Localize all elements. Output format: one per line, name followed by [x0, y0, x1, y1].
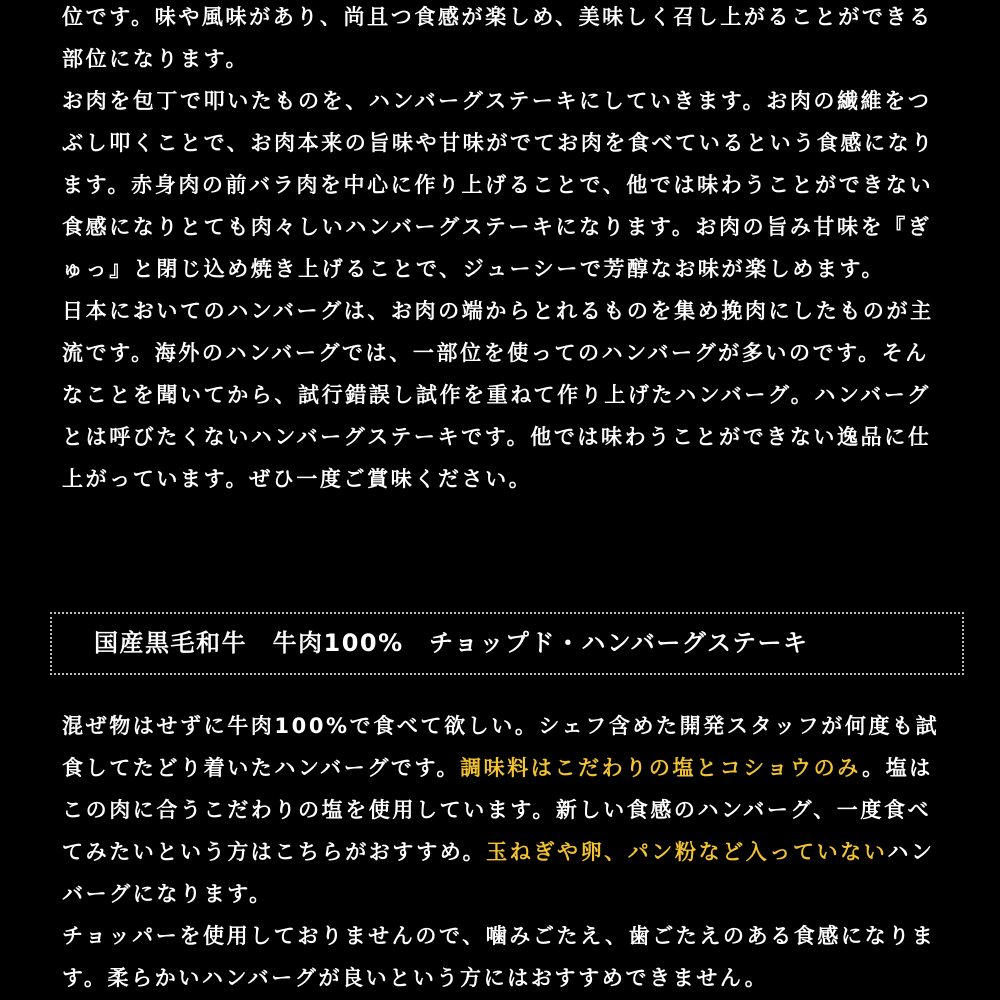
intro-paragraph-1: 位です。味や風味があり、尚且つ食感が楽しめ、美味しく召し上がることができる部位になります。 [62, 5, 933, 71]
intro-text-block [62, 0, 952, 500]
details-text: 混ぜ物はせずに牛肉100%で食べて欲しい。シェフ含めた開発スタッフが何度も試食してたどり着いたハンバーグです。 [62, 714, 940, 780]
details-text: ハンバーグになります。 [62, 840, 935, 906]
details-paragraph-2: チョッパーを使用しておりませんので、噛みごたえ、歯ごたえのある食感になります。柔らかいハンバーグが良いという方にはおすすめできません。 [62, 924, 936, 990]
section-heading-box [50, 612, 964, 675]
intro-paragraph-2: お肉を包丁で叩いたものを、ハンバーグステーキにしていきます。お肉の繊維をつぶし叩くことで、お肉本来の旨味や甘味がでてお肉を食べているという食感になります。赤身肉の前バラ肉を中心に作り上げることで、他では味わうことができない食感になりとても肉々しいハンバーグステーキになります。お肉の旨み甘味を『ぎゅっ』と閉じ込め焼き上げることで、ジューシーで芳醇なお味が楽しめます。 [62, 89, 935, 281]
intro-paragraph-3: 日本においてのハンバーグは、お肉の端からとれるものを集め挽肉にしたものが主流です。海外のハンバーグでは、一部位を使ってのハンバーグが多いのです。そんなことを聞いてから、試行錯誤し試作を重ねて作り上げたハンバーグ。ハンバーグとは呼びたくないハンバーグステーキです。他では味わうことができない逸品に仕上がっています。ぜひ一度ご賞味ください。 [62, 299, 934, 491]
highlight-no-fillers: 玉ねぎや卵、パン粉など入っていない [486, 840, 888, 864]
details-text-block [62, 705, 952, 999]
section-heading: 国産黒毛和牛 牛肉100% チョップド・ハンバーグステーキ [94, 629, 809, 657]
details-text: 。塩はこの肉に合うこだわりの塩を使用しています。新しい食感のハンバーグ、一度食べてみたいという方はこちらがおすすめ。 [62, 756, 933, 864]
highlight-seasoning: 調味料はこだわりの塩とコショウのみ [460, 756, 863, 780]
details-paragraph-1 [62, 705, 952, 915]
